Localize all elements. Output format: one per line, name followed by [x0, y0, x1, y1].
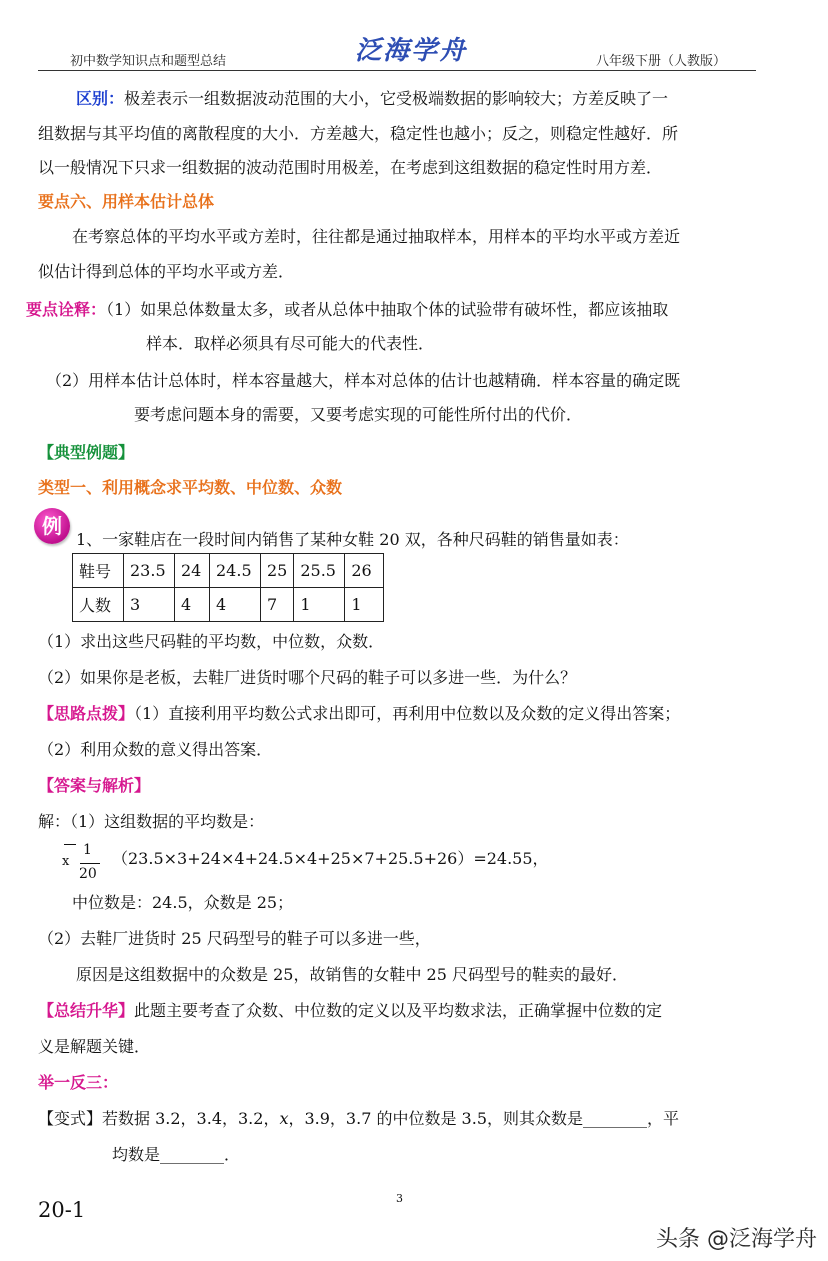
table-cell: 25	[261, 554, 294, 588]
answer-line-1: 解：（1）这组数据的平均数是：	[38, 812, 265, 831]
table-cell: 24.5	[210, 554, 261, 588]
table-row	[73, 554, 384, 588]
distinction-text-1: 极差表示一组数据波动范围的大小，它受极端数据的影响较大；方差反映了一	[124, 89, 669, 108]
header-divider	[38, 70, 756, 71]
variant-text-a: 若数据 3.2，3.4，3.2，	[102, 1109, 280, 1128]
note2-text-1: （2）用样本估计总体时，样本容量越大，样本对总体的估计也越精确．样本容量的确定既	[46, 371, 681, 390]
typical-examples-label: 【典型例题】	[38, 443, 135, 462]
note1-text-2: 样本．取样必须具有尽可能大的代表性．	[146, 334, 435, 353]
table-cell: 人数	[73, 588, 124, 622]
summary-line-1	[38, 1001, 662, 1021]
table-cell: 23.5	[124, 554, 175, 588]
answer-heading	[38, 776, 150, 796]
table-cell: 25.5	[294, 554, 345, 588]
note2-text-2: 要考虑问题本身的需要，又要考虑实现的可能性所付出的代价．	[134, 405, 583, 424]
hint-text-1: （1）直接利用平均数公式求出即可，再利用中位数以及众数的定义得出答案；	[134, 704, 681, 723]
example-q2: （2）如果你是老板，去鞋厂进货时哪个尺码的鞋子可以多进一些．为什么？	[38, 668, 577, 687]
median-mode-result: 中位数是：24.5，众数是 25；	[72, 893, 294, 912]
note-label: 要点诠释：	[26, 300, 107, 319]
fraction-denominator: 20	[79, 866, 97, 882]
header-course-title: 初中数学知识点和题型总结	[70, 54, 227, 69]
variant-label: 【变式】	[38, 1109, 103, 1128]
footer-code: 20-1	[38, 1198, 86, 1222]
hint-line-1	[38, 704, 680, 724]
example-badge-icon: 例	[34, 508, 70, 544]
hint-text-2: （2）利用众数的意义得出答案．	[38, 740, 273, 759]
answer-reason: 原因是这组数据中的众数是 25，故销售的女鞋中 25 尺码型号的鞋卖的最好．	[76, 965, 628, 984]
table-cell: 1	[345, 588, 384, 622]
table-cell: 鞋号	[73, 554, 124, 588]
table-cell: 1	[294, 588, 345, 622]
practice-label: 举一反三：	[38, 1073, 119, 1092]
page-number: 3	[396, 1192, 403, 1205]
table-cell: 24	[175, 554, 210, 588]
point6-text-2: 似估计得到总体的平均水平或方差．	[38, 262, 295, 281]
note1-text-1: （1）如果总体数量太多，或者从总体中抽取个体的试验带有破坏性，都应该抽取	[106, 300, 669, 319]
mean-expression: （23.5×3+24×4+24.5×4+25×7+25.5+26）=24.55，	[112, 849, 549, 868]
mean-symbol: x	[62, 854, 70, 869]
distinction-label: 区别：	[76, 89, 125, 108]
distinction-line-1	[76, 89, 668, 109]
table-cell: 3	[124, 588, 175, 622]
point6-note-line-1	[26, 300, 668, 320]
practice-heading	[38, 1073, 118, 1093]
typical-examples-heading	[38, 443, 134, 463]
point6-heading: 要点六、用样本估计总体	[38, 192, 215, 211]
hint-label: 【思路点拨】	[38, 704, 135, 723]
summary-text-1: 此题主要考查了众数、中位数的定义以及平均数求法，正确掌握中位数的定	[134, 1001, 663, 1020]
distinction-line-2: 组数据与其平均值的离散程度的大小．方差越大，稳定性也越小；反之，则稳定性越好．所	[38, 124, 679, 143]
variant-line-1	[38, 1109, 679, 1129]
mean-formula	[62, 842, 97, 886]
fraction-numerator: 1	[83, 842, 92, 858]
mean-bar	[64, 844, 76, 845]
shoe-size-table	[72, 553, 384, 622]
example-q1: （1）求出这些尺码鞋的平均数，中位数，众数．	[38, 632, 385, 651]
variant-x: x	[279, 1109, 289, 1128]
header-grade-label: 八年级下册（人教版）	[596, 54, 727, 69]
header-brand-logo: 泛海学舟	[355, 36, 468, 66]
table-cell: 4	[175, 588, 210, 622]
summary-label: 【总结升华】	[38, 1001, 135, 1020]
table-cell: 7	[261, 588, 294, 622]
table-row	[73, 588, 384, 622]
point6-text-1: 在考察总体的平均水平或方差时，往往都是通过抽取样本，用样本的平均水平或方差近	[72, 227, 681, 246]
watermark: 头条 @泛海学舟	[656, 1227, 817, 1252]
table-cell: 4	[210, 588, 261, 622]
variant-text-b: ，3.9，3.7 的中位数是 3.5，则其众数是________，平	[288, 1109, 679, 1128]
distinction-line-3: 以一般情况下只求一组数据的波动范围时用极差，在考虑到这组数据的稳定性时用方差．	[38, 158, 663, 177]
answer-label: 【答案与解析】	[38, 776, 151, 795]
variant-line-2: 均数是________．	[112, 1145, 241, 1164]
example-question: 1、一家鞋店在一段时间内销售了某种女鞋 20 双，各种尺码鞋的销售量如表：	[76, 530, 629, 549]
fraction-line	[80, 863, 100, 864]
type1-heading: 类型一、利用概念求平均数、中位数、众数	[38, 478, 343, 497]
answer-part-2: （2）去鞋厂进货时 25 尺码型号的鞋子可以多进一些，	[38, 929, 431, 948]
summary-text-2: 义是解题关键．	[38, 1037, 151, 1056]
table-cell: 26	[345, 554, 384, 588]
